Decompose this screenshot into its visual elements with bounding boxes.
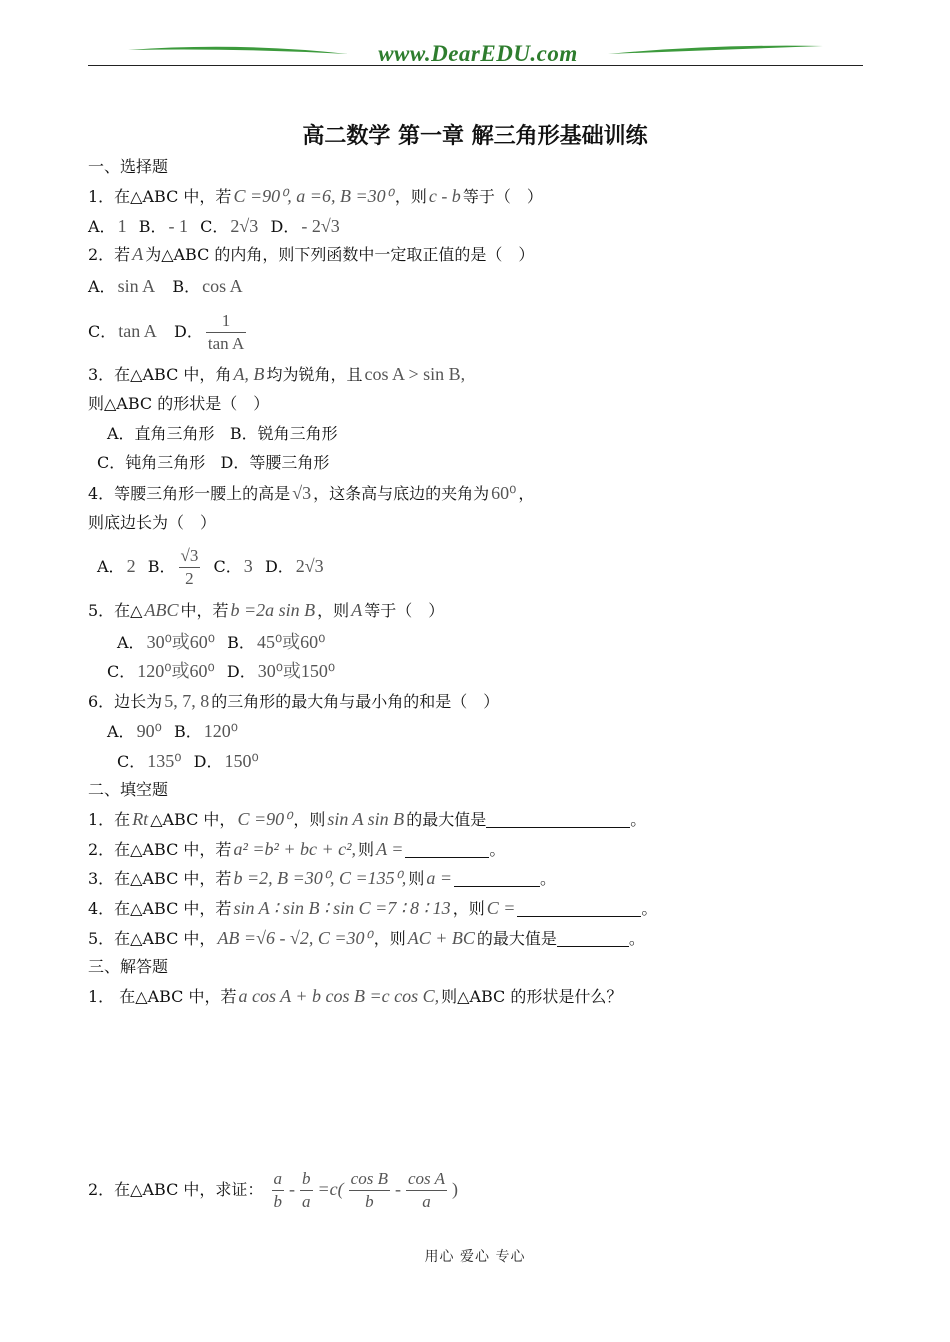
section-heading-fill: 二、填空题 xyxy=(88,780,169,799)
q-text: 等于（ ） xyxy=(462,187,543,206)
option-value: 30⁰或60⁰ xyxy=(146,632,215,652)
math-expr: cos A > sin B, xyxy=(364,364,466,384)
math-expr: b =2, B =30⁰, C =135⁰, xyxy=(233,868,407,888)
option-label: C． xyxy=(107,662,136,681)
math-expr: C =90⁰ xyxy=(237,809,292,829)
q-text: 4．在△ABC 中，若 xyxy=(88,899,232,918)
options-c5-cd xyxy=(107,657,337,685)
option-label: B． xyxy=(227,633,255,652)
option-value: 150⁰ xyxy=(224,751,259,771)
question-c3-line1 xyxy=(88,360,467,388)
option-value: 1 xyxy=(117,216,127,236)
question-f4 xyxy=(88,894,657,922)
q-text: 。 xyxy=(630,810,647,829)
math-expr: C =90⁰, a =6, B =30⁰ xyxy=(233,186,393,206)
q-text: 。 xyxy=(641,899,658,918)
options-c3-ab xyxy=(107,420,338,448)
q-text: 均为锐角，且 xyxy=(266,365,363,384)
q-text: 。 xyxy=(539,869,556,888)
option-label: A． xyxy=(88,277,116,296)
option-value: 135⁰ xyxy=(147,751,182,771)
fraction-b-over-a xyxy=(300,1168,313,1213)
q-text: 的最大值是 xyxy=(476,929,557,948)
math-expr: sin A ∶ sin B ∶ sin C =7 ∶ 8 ∶ 13 xyxy=(233,898,451,918)
option-label: A． xyxy=(97,557,125,576)
answer-blank[interactable] xyxy=(517,898,641,917)
option-label: D． xyxy=(193,752,223,771)
option-value: 45⁰或60⁰ xyxy=(256,632,326,652)
q-text: 5．在△ABC 中， xyxy=(88,929,216,948)
section-heading-choice: 一、选择题 xyxy=(88,157,169,176)
math-expr: √3 xyxy=(292,483,312,503)
option-value: - 2√3 xyxy=(301,216,340,236)
option-label: C． xyxy=(117,752,146,771)
options-c6-cd xyxy=(117,747,261,775)
q-text: 的最大值是 xyxy=(406,810,487,829)
option-value: tan A xyxy=(118,321,157,341)
math-var: A, B xyxy=(233,364,265,384)
q-text: 为△ABC 的内角，则下列函数中一定取正值的是（ ） xyxy=(145,245,535,264)
q-text: 2．在△ABC 中，若 xyxy=(88,840,232,859)
fraction-denominator: b xyxy=(273,1192,283,1211)
option-label: D． xyxy=(226,662,256,681)
math-var: ABC xyxy=(144,600,179,620)
q-text: 1．在 xyxy=(88,810,131,829)
page-header xyxy=(88,36,863,70)
close-paren: ) xyxy=(451,1179,458,1199)
option-label: C． xyxy=(88,322,117,341)
answer-blank[interactable] xyxy=(454,868,540,887)
q-text: ，则 xyxy=(317,601,350,620)
page-title: 高二数学 第一章 解三角形基础训练 xyxy=(302,124,648,149)
math-expr: a cos A + b cos B =c cos C, xyxy=(238,986,440,1006)
option-text: C．钝角三角形 xyxy=(97,453,206,472)
q-text: ，则 xyxy=(452,899,485,918)
fraction-cosa-over-a xyxy=(406,1168,447,1213)
q-text: ，这条高与底边的夹角为 xyxy=(313,484,490,503)
answer-blank[interactable] xyxy=(557,928,629,947)
minus-sign: - xyxy=(289,1179,296,1199)
right-swoosh-decoration xyxy=(608,42,823,58)
option-value: sin A xyxy=(117,276,156,296)
fraction-denominator: a xyxy=(406,1190,447,1213)
question-c1 xyxy=(88,182,543,210)
q-text: 3．在△ABC 中，角 xyxy=(88,365,232,384)
q-text: 则 xyxy=(408,869,425,888)
math-expr: 5, 7, 8 xyxy=(164,691,210,711)
option-value: - 1 xyxy=(168,216,188,236)
options-c2-cd xyxy=(88,305,249,357)
fraction-denominator: tan A xyxy=(207,334,245,353)
fraction-numerator: b xyxy=(302,1169,311,1188)
math-var: Rt xyxy=(132,809,149,829)
fraction-numerator: 1 xyxy=(221,311,231,330)
options-c4 xyxy=(97,540,326,592)
question-c5 xyxy=(88,596,444,624)
q-text: 则△ABC 的形状是什么？ xyxy=(441,987,623,1006)
q-text: ，则 xyxy=(373,929,406,948)
fraction-cosb-over-b xyxy=(349,1168,390,1213)
option-label: B． xyxy=(172,277,201,296)
fraction-numerator: cos A xyxy=(407,1169,445,1188)
question-c2 xyxy=(88,240,534,268)
math-expr: 60⁰ xyxy=(491,483,517,503)
options-c3-cd xyxy=(97,449,329,477)
q-text: 4．等腰三角形一腰上的高是 xyxy=(88,484,291,503)
fraction-numerator: √3 xyxy=(180,546,199,565)
option-text: D．等腰三角形 xyxy=(220,453,330,472)
question-c4-line2: 则底边长为（ ） xyxy=(88,513,217,532)
q-text: 等于（ ） xyxy=(364,601,445,620)
option-label: B． xyxy=(147,557,176,576)
page-footer: 用心 爱心 专心 xyxy=(424,1249,526,1265)
math-var: C = xyxy=(486,898,516,918)
option-text: A．直角三角形 xyxy=(107,424,215,443)
math-expr: c - b xyxy=(428,186,461,206)
q-text: 3．在△ABC 中，若 xyxy=(88,869,232,888)
fraction-denominator: a xyxy=(302,1192,311,1211)
q-text: ，则 xyxy=(293,810,326,829)
fraction-denominator: b xyxy=(349,1190,390,1213)
q-text: 5．在△ xyxy=(88,601,143,620)
math-expr: AB =√6 - √2, C =30⁰ xyxy=(217,928,372,948)
option-value: 2√3 xyxy=(295,556,324,576)
question-f2 xyxy=(88,835,505,863)
q-text: 中，若 xyxy=(180,601,229,620)
minus-sign: - xyxy=(394,1179,401,1199)
q-text: 1．在△ABC 中，若 xyxy=(88,187,232,206)
option-label: C． xyxy=(200,217,229,236)
question-f3 xyxy=(88,864,556,892)
math-var: a = xyxy=(426,868,452,888)
options-c5-ab xyxy=(117,628,327,656)
option-label: D． xyxy=(270,217,300,236)
option-label: A． xyxy=(107,722,135,741)
q-text: ， xyxy=(518,484,535,503)
option-value: 30⁰或150⁰ xyxy=(257,661,336,681)
q-text: 6．边长为 xyxy=(88,692,163,711)
options-c2-ab xyxy=(88,272,245,300)
fraction-numerator: a xyxy=(273,1169,283,1188)
fraction-denominator: 2 xyxy=(179,567,201,590)
option-value: 3 xyxy=(243,556,253,576)
option-value: 2 xyxy=(126,556,136,576)
option-label: D． xyxy=(174,322,203,341)
q-text: 2．若 xyxy=(88,245,131,264)
q-text: ，则 xyxy=(394,187,427,206)
option-value: cos A xyxy=(202,276,243,296)
math-expr: a² =b² + bc + c², xyxy=(233,839,357,859)
answer-blank[interactable] xyxy=(405,839,489,858)
math-var: A = xyxy=(376,839,404,859)
math-var: A xyxy=(132,244,144,264)
question-c3-line2: 则△ABC 的形状是（ ） xyxy=(88,394,270,413)
question-f5 xyxy=(88,924,645,952)
option-value: 90⁰ xyxy=(136,721,162,741)
question-a1 xyxy=(88,982,622,1010)
q-text: 。 xyxy=(489,840,506,859)
question-f1 xyxy=(88,805,646,833)
options-c6-ab xyxy=(107,717,240,745)
question-c4-line1 xyxy=(88,479,534,507)
option-fraction xyxy=(206,310,246,355)
option-value: 120⁰或60⁰ xyxy=(137,661,215,681)
option-label: D． xyxy=(264,557,294,576)
option-label: A． xyxy=(117,633,145,652)
q-text: 1． 在△ABC 中，若 xyxy=(88,987,237,1006)
equals-c: =c( xyxy=(317,1179,344,1199)
option-fraction xyxy=(179,545,201,590)
option-value: 120⁰ xyxy=(203,721,238,741)
section-heading-answer: 三、解答题 xyxy=(88,957,169,976)
q-text: △ABC 中， xyxy=(150,810,236,829)
options-c1 xyxy=(88,212,342,240)
answer-blank[interactable] xyxy=(486,809,630,828)
q-text: 。 xyxy=(628,929,645,948)
option-value: 2√3 xyxy=(230,216,259,236)
question-a2 xyxy=(88,1162,460,1216)
header-rule xyxy=(88,65,863,66)
fraction-numerator: cos B xyxy=(350,1169,388,1188)
q-text: 的三角形的最大角与最小角的和是（ ） xyxy=(211,692,500,711)
option-label: C． xyxy=(213,557,242,576)
option-label: A． xyxy=(88,217,116,236)
left-swoosh-decoration xyxy=(128,42,348,58)
option-label: B． xyxy=(173,722,202,741)
math-expr: b =2a sin B xyxy=(230,600,316,620)
fraction-a-over-b xyxy=(272,1168,285,1213)
math-expr: sin A sin B xyxy=(327,809,405,829)
site-logo[interactable]: www.DearEDU.com xyxy=(378,41,578,66)
q-text: 则 xyxy=(358,840,375,859)
q-text: 2．在△ABC 中，求证： xyxy=(88,1180,264,1199)
question-c6 xyxy=(88,687,499,715)
math-expr: AC + BC xyxy=(407,928,475,948)
option-text: B．锐角三角形 xyxy=(229,424,338,443)
math-var: A xyxy=(351,600,363,620)
option-label: B． xyxy=(138,217,167,236)
